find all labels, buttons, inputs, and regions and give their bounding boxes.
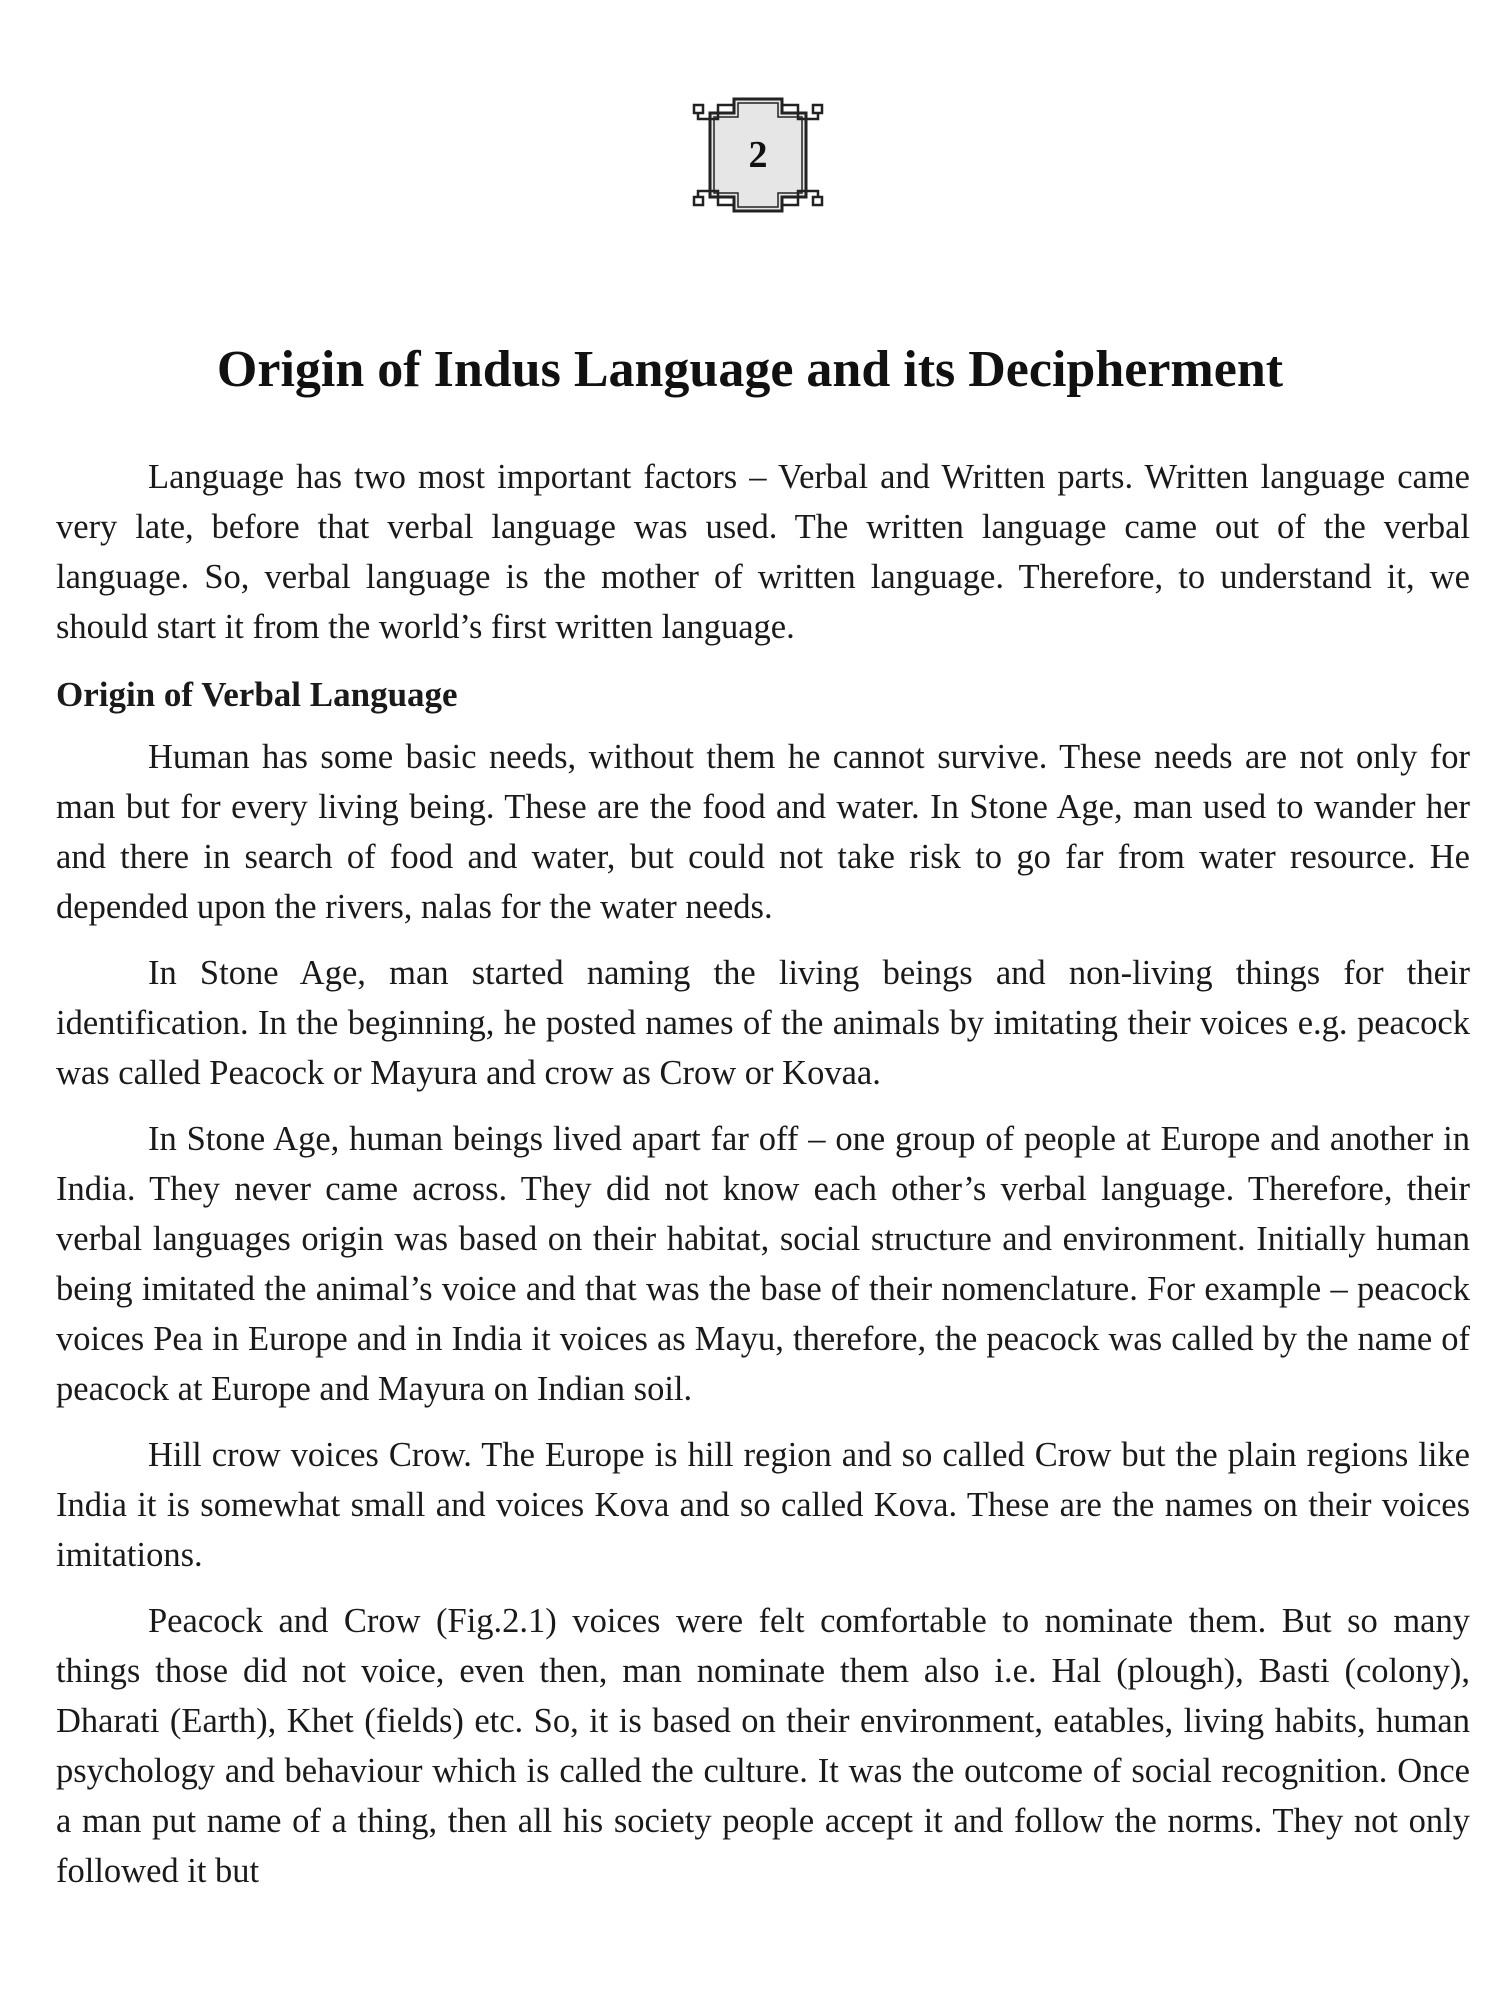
section-heading: Origin of Verbal Language — [56, 675, 458, 714]
body-paragraph: In Stone Age, man started naming the living beings and non-living things for their identification. In the beginning, he posted names of the animals by imitating their voices e.g. peacock was called Peacock or Mayura and crow as Crow or Kovaa. — [56, 954, 1470, 1092]
chapter-number: 2 — [748, 134, 768, 176]
body-paragraph: In Stone Age, human beings lived apart far off – one group of people at Europe and another in India. They never came across. They did not know each other’s verbal language. Therefore, their verbal languages origin was based on their habitat, social structure and environment. Initially human being imitated the animal’s voice and that was the base of their nomenclature. For example – peacock voices Pea in Europe and in India it voices as Mayu, therefore, the peacock was called by the name of peacock at Europe and Mayura on Indian soil. — [56, 1120, 1470, 1408]
chapter-number-badge — [688, 85, 828, 225]
chapter-title: Origin of Indus Language and its Decipherment — [216, 341, 1284, 398]
body-paragraph: Human has some basic needs, without them he cannot survive. These needs are not only for man but for every living being. These are the food and water. In Stone Age, man used to wander her and there in search of food and water, but could not take risk to go far from water resource. He depended upon the rivers, nalas for the water needs. — [56, 738, 1470, 926]
body-paragraph: Peacock and Crow (Fig.2.1) voices were felt comfortable to nominate them. But so many things those did not voice, even then, man nominate them also i.e. Hal (plough), Basti (colony), Dharati (Earth), Khet (fields) etc. So, it is based on their environment, eatables, living habits, human psychology and behaviour which is called the culture. It was the outcome of social recognition. Once a man put name of a thing, then all his society people accept it and follow the norms. They not only followed it but — [56, 1602, 1470, 1890]
chapter-body — [56, 452, 1470, 1912]
body-paragraph: Hill crow voices Crow. The Europe is hill region and so called Crow but the plain regions like India it is somewhat small and voices Kova and so called Kova. These are the names on their voices imitations. — [56, 1436, 1470, 1574]
intro-paragraph: Language has two most important factors – Verbal and Written parts. Written language came very late, before that verbal language was used. The written language came out of the verbal language. So, verbal language is the mother of written language. Therefore, to understand it, we should start it from the world’s first written language. — [56, 458, 1470, 646]
